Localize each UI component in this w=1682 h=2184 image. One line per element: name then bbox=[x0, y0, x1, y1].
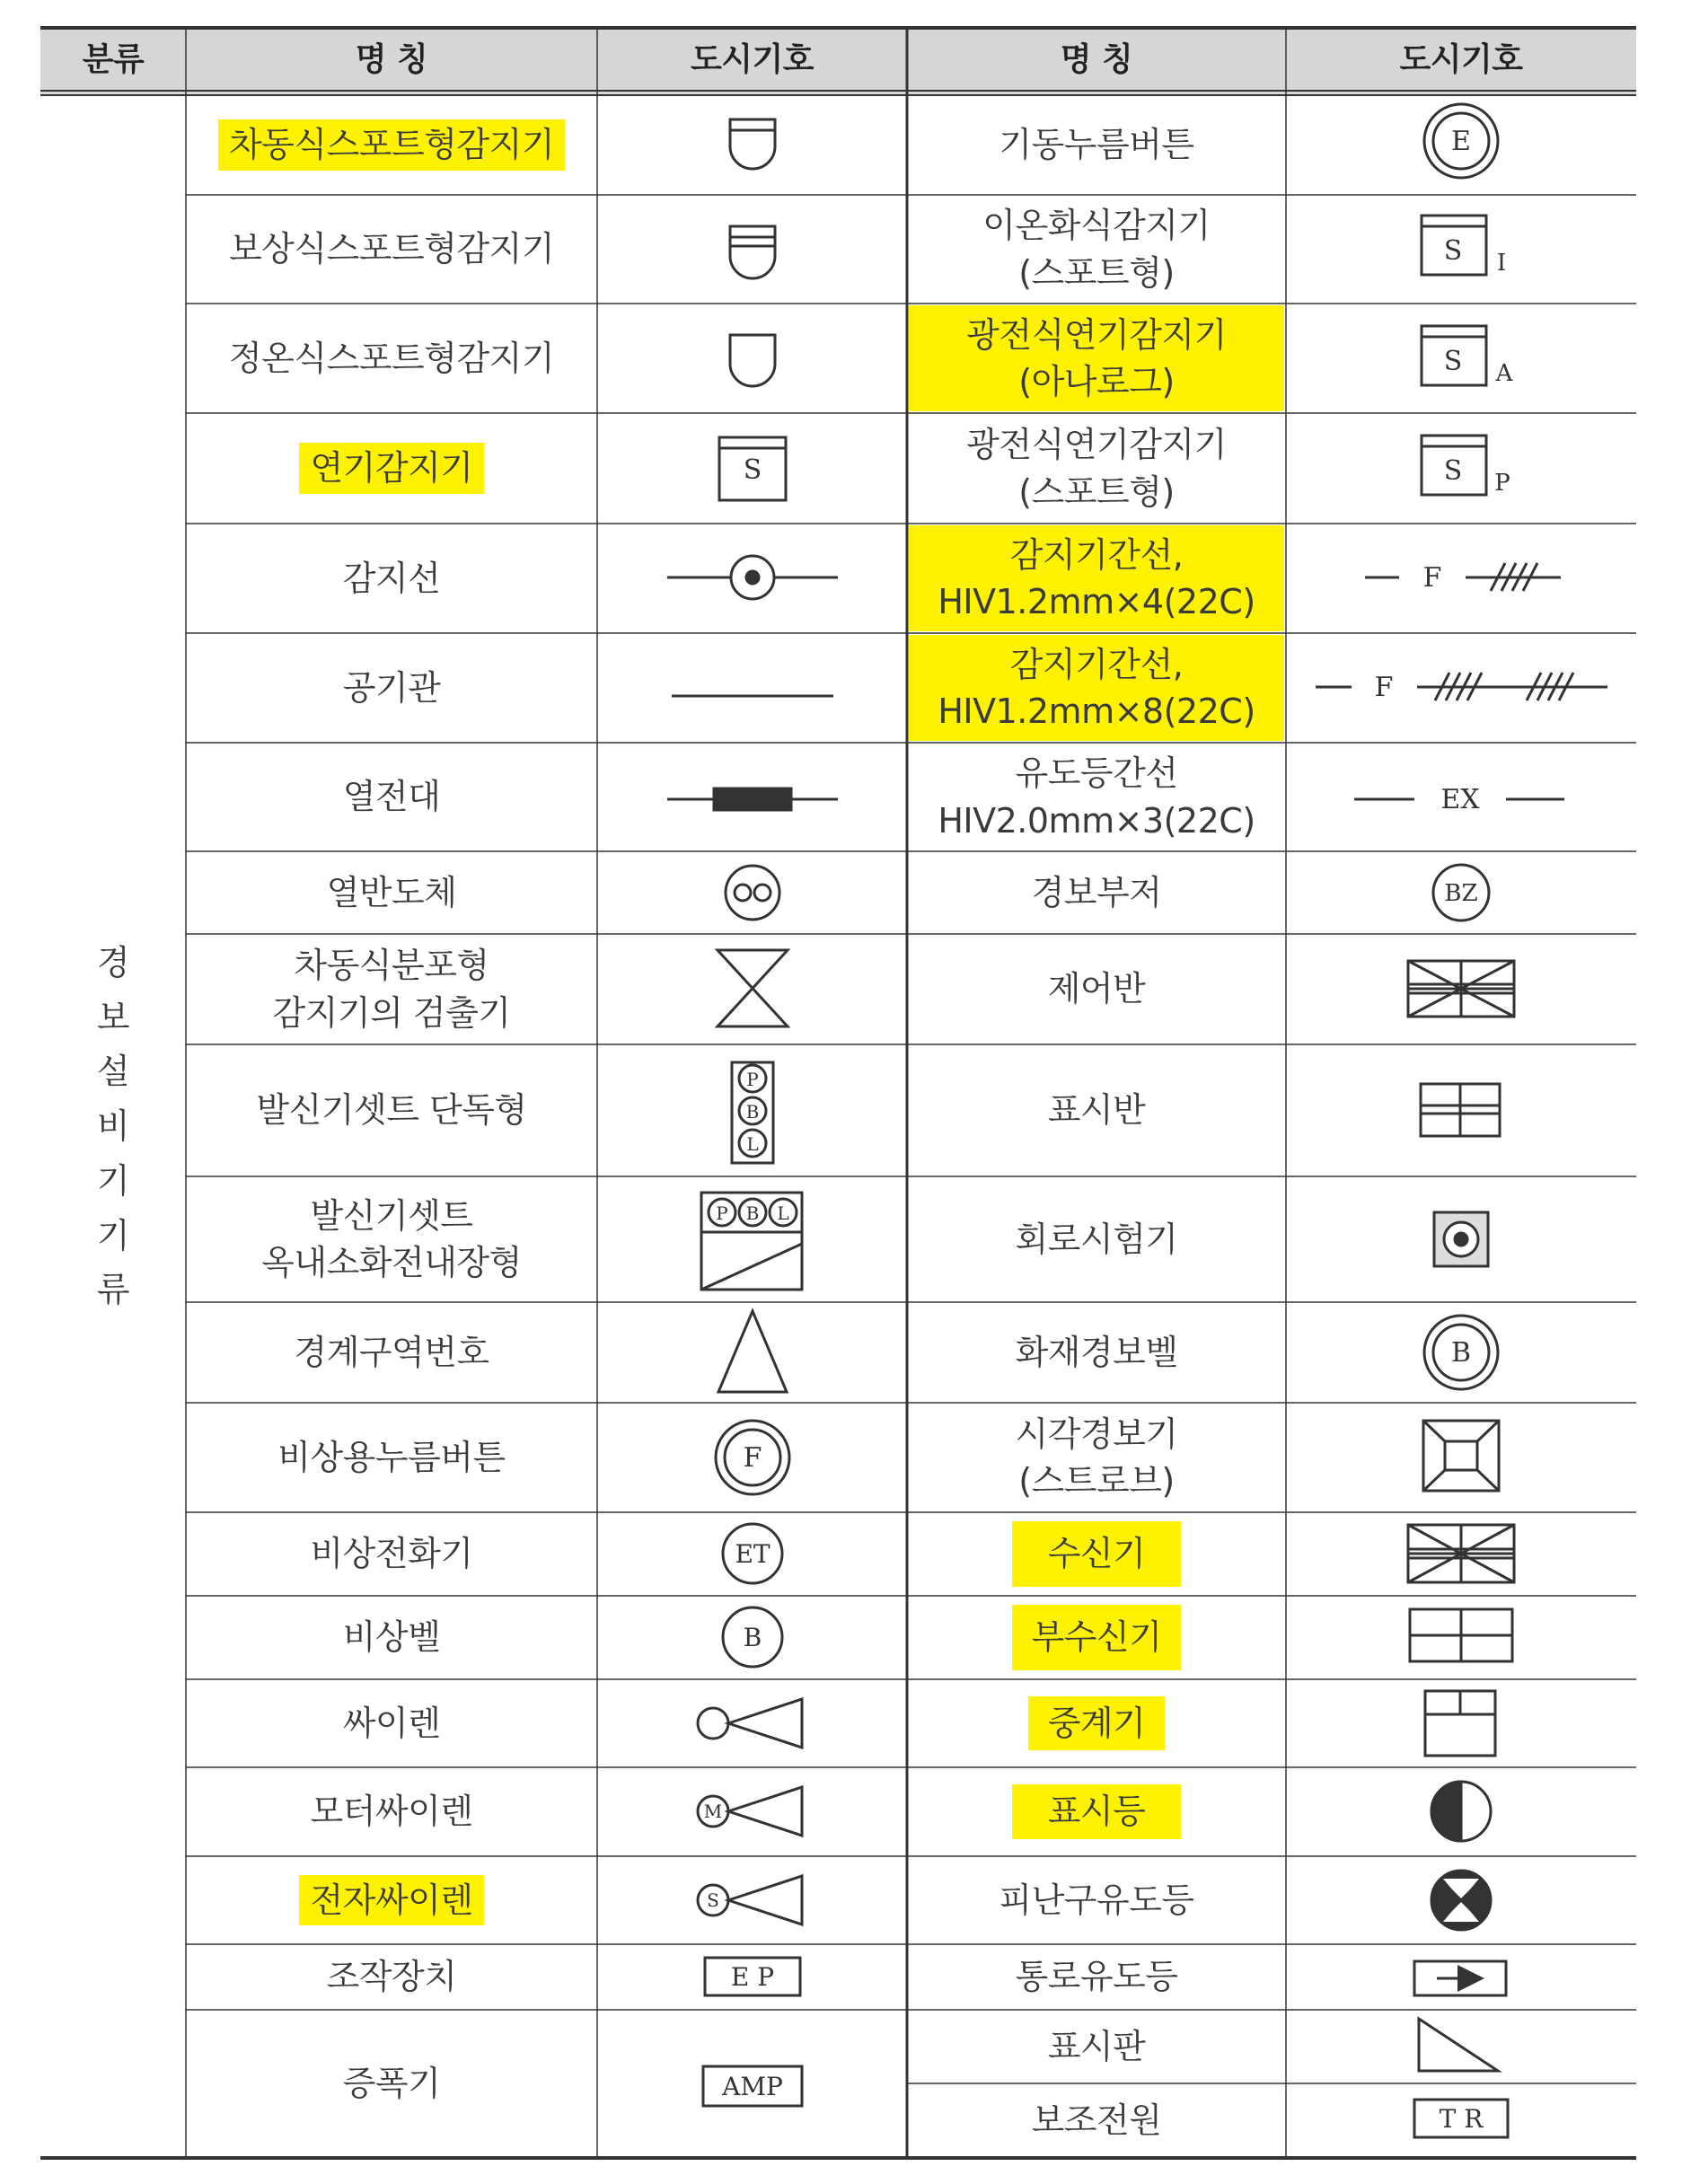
sensing-line-icon bbox=[667, 556, 838, 599]
header-category: 분류 bbox=[82, 41, 145, 79]
svg-text:S: S bbox=[1443, 346, 1463, 377]
left-name-8: 열반도체 bbox=[326, 872, 457, 912]
svg-text:EX: EX bbox=[1440, 784, 1480, 815]
svg-text:F: F bbox=[1374, 672, 1394, 703]
left-name-11: 발신기셋트 옥내소화전내장형 bbox=[261, 1195, 522, 1282]
differential-spot-detector-icon bbox=[730, 119, 775, 169]
right-name-9: 제어반 bbox=[1047, 969, 1146, 1009]
passage-guide-light-icon bbox=[1414, 1961, 1506, 1995]
left-name-13: 비상용누름버튼 bbox=[277, 1437, 506, 1477]
control-panel-icon bbox=[1408, 961, 1514, 1017]
svg-text:F: F bbox=[1422, 562, 1442, 594]
left-name-7: 열전대 bbox=[342, 777, 441, 817]
left-name-14: 비상전화기 bbox=[310, 1534, 473, 1574]
left-name-20: 증폭기 bbox=[342, 2064, 441, 2104]
left-name-1: 차동식스포트형감지기 bbox=[218, 119, 565, 170]
svg-text:AMP: AMP bbox=[722, 2072, 783, 2101]
right-name-6: 감지기간선, HIV1.2mm×8(22C) bbox=[909, 635, 1284, 741]
right-name-13: 시각경보기 (스트로브) bbox=[1015, 1413, 1178, 1501]
right-name-5: 감지기간선, HIV1.2mm×4(22C) bbox=[909, 525, 1284, 631]
header-name-left: 명 칭 bbox=[355, 41, 428, 79]
sign-board-icon bbox=[1419, 2019, 1498, 2071]
right-name-20: 표시판 bbox=[1047, 2026, 1146, 2066]
left-name-5: 감지선 bbox=[342, 558, 441, 598]
sub-receiver-icon bbox=[1410, 1609, 1512, 1661]
circuit-tester-icon bbox=[1434, 1212, 1488, 1266]
svg-text:S: S bbox=[1443, 455, 1463, 487]
repeater-icon bbox=[1425, 1691, 1495, 1756]
left-name-12: 경계구역번호 bbox=[294, 1332, 489, 1372]
svg-text:P: P bbox=[716, 1202, 728, 1224]
right-name-4: 광전식연기감지기 (스포트형) bbox=[966, 425, 1227, 512]
display-panel-icon bbox=[1421, 1084, 1500, 1136]
right-name-3: 광전식연기감지기 (아나로그) bbox=[909, 305, 1284, 411]
exit-guide-light-icon bbox=[1431, 1871, 1491, 1930]
left-name-18: 전자싸이렌 bbox=[299, 1875, 483, 1925]
left-name-16: 싸이렌 bbox=[342, 1703, 441, 1743]
siren-icon bbox=[698, 1699, 802, 1748]
svg-text:F: F bbox=[743, 1442, 762, 1474]
detector-trunk-8-icon bbox=[1316, 673, 1607, 700]
header-name-right: 명 칭 bbox=[1060, 41, 1133, 79]
header-symbol-right: 도시기호 bbox=[1399, 41, 1523, 79]
svg-text:B: B bbox=[1450, 1337, 1472, 1369]
left-name-15: 비상벨 bbox=[342, 1617, 441, 1658]
right-name-15: 부수신기 bbox=[1012, 1605, 1182, 1669]
right-name-10: 표시반 bbox=[1047, 1090, 1146, 1131]
svg-text:BZ: BZ bbox=[1444, 880, 1478, 907]
header-symbol-left: 도시기호 bbox=[690, 41, 815, 79]
right-name-18: 피난구유도등 bbox=[999, 1880, 1194, 1920]
svg-text:S: S bbox=[743, 454, 762, 486]
svg-text:P: P bbox=[746, 1069, 759, 1090]
svg-text:L: L bbox=[777, 1202, 789, 1224]
right-name-2: 이온화식감지기 (스포트형) bbox=[982, 206, 1211, 293]
thermal-semiconductor-icon bbox=[726, 866, 779, 920]
detector-trunk-4-icon bbox=[1365, 563, 1561, 591]
right-name-12: 화재경보벨 bbox=[1015, 1332, 1178, 1372]
right-name-7: 유도등간선 HIV2.0mm×3(22C) bbox=[938, 753, 1255, 841]
left-name-2: 보상식스포트형감지기 bbox=[228, 229, 555, 269]
left-name-3: 정온식스포트형감지기 bbox=[228, 338, 555, 378]
left-name-17: 모터싸이렌 bbox=[310, 1792, 473, 1832]
strobe-icon bbox=[1423, 1421, 1499, 1491]
left-name-6: 공기관 bbox=[342, 667, 441, 708]
svg-text:B: B bbox=[745, 1202, 760, 1224]
svg-text:S: S bbox=[1443, 235, 1463, 267]
right-name-14: 수신기 bbox=[1012, 1521, 1182, 1586]
left-name-4: 연기감지기 bbox=[299, 443, 483, 493]
svg-text:P: P bbox=[1494, 470, 1510, 497]
category-label: 경 보 설 비 기 기 류 bbox=[96, 942, 130, 1310]
left-name-10: 발신기셋트 단독형 bbox=[256, 1090, 527, 1131]
left-name-9: 차동식분포형 감지기의 검출기 bbox=[272, 946, 511, 1033]
svg-text:E P: E P bbox=[730, 1962, 775, 1992]
right-name-8: 경보부저 bbox=[1031, 872, 1162, 912]
svg-text:B: B bbox=[743, 1623, 762, 1652]
right-name-17: 표시등 bbox=[1012, 1784, 1182, 1838]
right-name-11: 회로시험기 bbox=[1015, 1219, 1178, 1259]
svg-text:E: E bbox=[1451, 126, 1471, 157]
distributed-detector-icon bbox=[718, 950, 788, 1026]
thermocouple-icon bbox=[667, 788, 838, 810]
receiver-icon bbox=[1408, 1525, 1514, 1582]
svg-text:A: A bbox=[1495, 360, 1513, 387]
svg-text:M: M bbox=[703, 1801, 723, 1822]
right-name-19: 통로유도등 bbox=[1015, 1957, 1178, 1997]
svg-text:S: S bbox=[707, 1889, 719, 1911]
indicator-lamp-icon bbox=[1431, 1782, 1491, 1841]
svg-text:ET: ET bbox=[735, 1539, 771, 1569]
svg-text:L: L bbox=[746, 1133, 759, 1155]
left-name-19: 조작장치 bbox=[326, 1957, 457, 1997]
zone-number-icon bbox=[718, 1311, 787, 1392]
svg-text:I: I bbox=[1496, 250, 1507, 277]
right-name-21: 보조전원 bbox=[1031, 2100, 1162, 2141]
compensated-spot-detector-icon bbox=[730, 226, 775, 278]
right-name-1: 기동누름버튼 bbox=[999, 125, 1194, 165]
svg-text:B: B bbox=[745, 1101, 760, 1123]
right-name-16: 중계기 bbox=[1028, 1696, 1166, 1750]
fixed-temp-spot-detector-icon bbox=[730, 335, 775, 386]
svg-text:T R: T R bbox=[1439, 2104, 1484, 2134]
